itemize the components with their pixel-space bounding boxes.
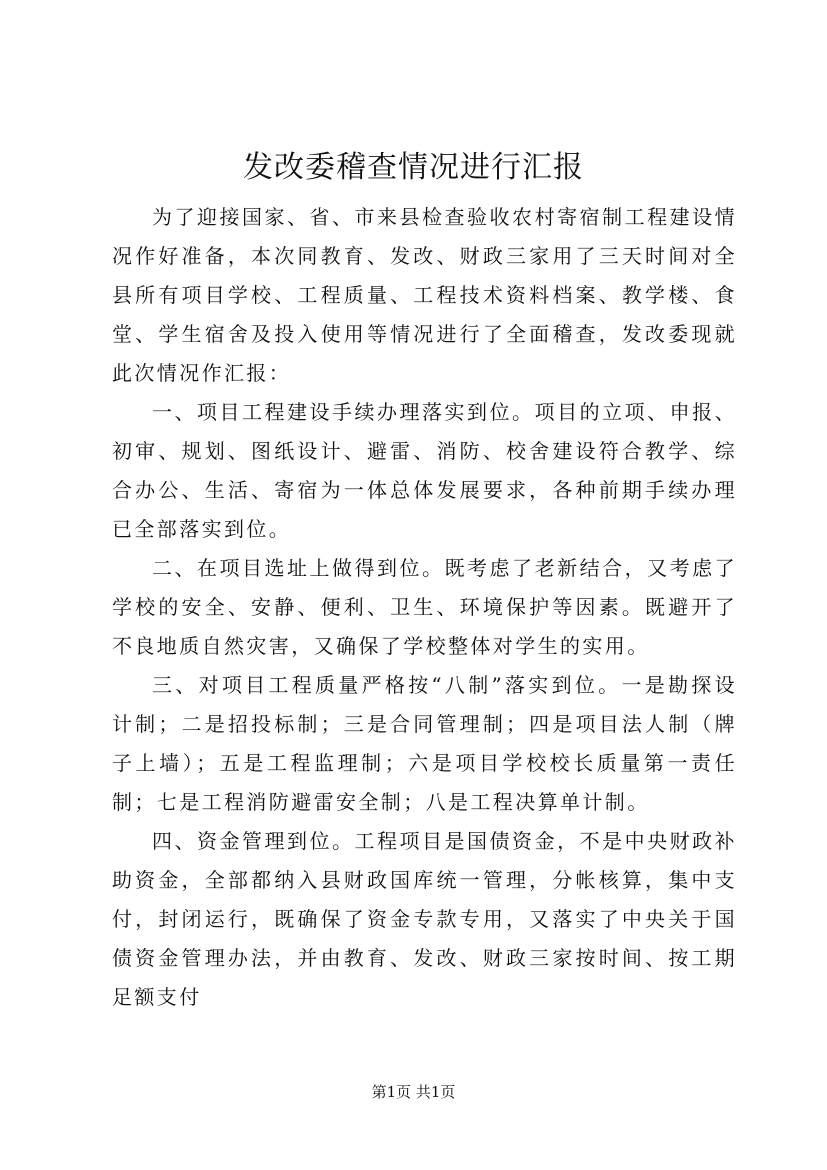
document-title: 发改委稽查情况进行汇报 [243, 150, 584, 185]
document-body [112, 198, 737, 1017]
paragraph-section-4: 四、资金管理到位。工程项目是国债资金，不是中央财政补助资金，全部都纳入县财政国库统一管理，分帐核算，集中支付，封闭运行，既确保了资金专款专用，又落实了中央关于国债资金管理办法，并由教育、发改、财政三家按时间、按工期足额支付 [112, 829, 737, 1009]
paragraph-section-3: 三、对项目工程质量严格按“八制”落实到位。一是勘探设计制；二是招投标制；三是合同管理制；四是项目法人制（牌子上墙）；五是工程监理制；六是项目学校校长质量第一责任制；七是工程消防避雷安全制；八是工程决算单计制。 [112, 673, 737, 814]
paragraph-section-1: 一、项目工程建设手续办理落实到位。项目的立项、申报、初审、规划、图纸设计、避雷、消防、校舍建设符合教学、综合办公、生活、寄宿为一体总体发展要求，各种前期手续办理已全部落实到位。 [112, 400, 737, 541]
paragraph-intro: 为了迎接国家、省、市来县检查验收农村寄宿制工程建设情况作好准备，本次同教育、发改、财政三家用了三天时间对全县所有项目学校、工程质量、工程技术资料档案、教学楼、食堂、学生宿舍及投入使用等情况进行了全面稽查，发改委现就此次情况作汇报： [112, 205, 737, 385]
page-number: 第1页 共1页 [371, 1083, 456, 1101]
paragraph-section-2: 二、在项目选址上做得到位。既考虑了老新结合，又考虑了学校的安全、安静、便利、卫生、环境保护等因素。既避开了不良地质自然灾害，又确保了学校整体对学生的实用。 [112, 556, 737, 658]
page-footer [0, 1082, 827, 1102]
